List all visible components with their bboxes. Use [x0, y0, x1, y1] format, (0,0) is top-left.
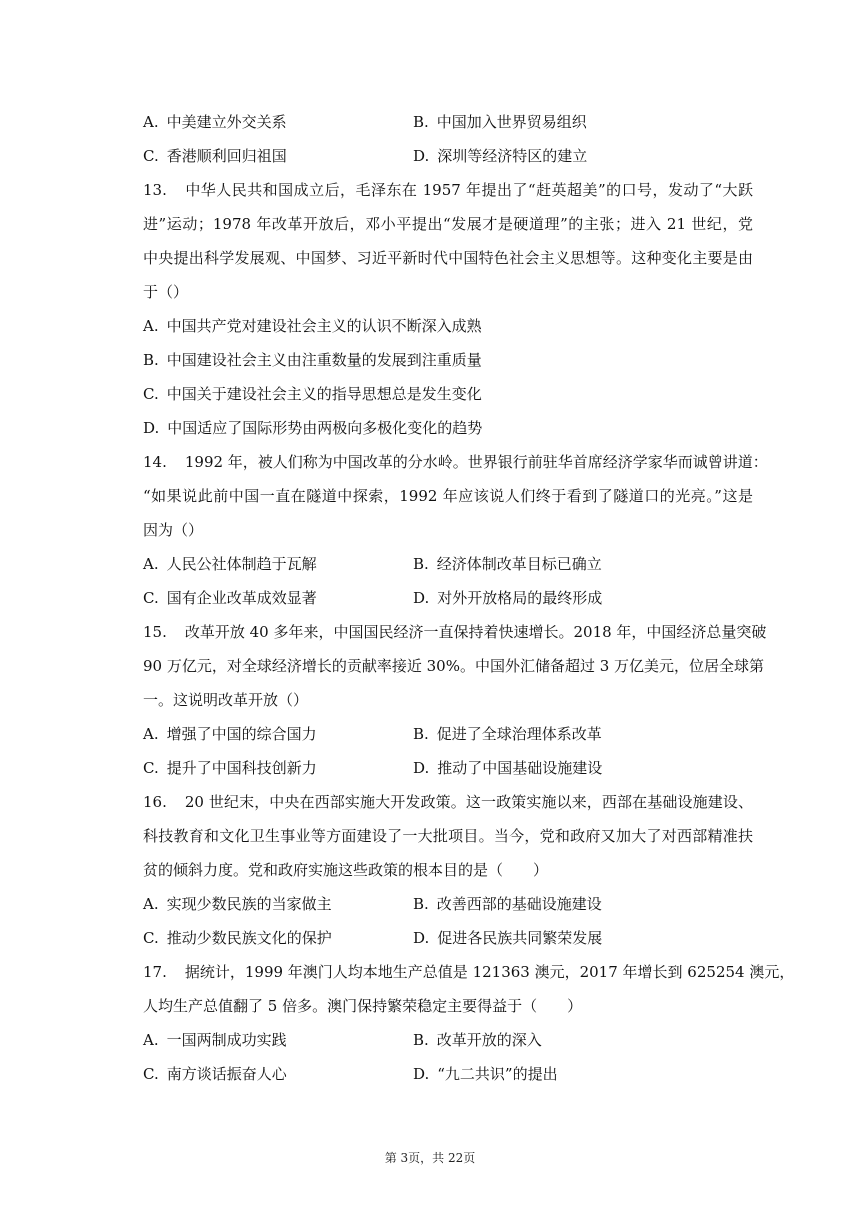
q14-stem-line-1: [143, 450, 768, 474]
option-letter: A.: [143, 113, 159, 131]
option-letter: D.: [413, 147, 430, 165]
option-letter: A.: [143, 895, 159, 913]
q17-option-row-2: [143, 1062, 753, 1086]
option-text: 深圳等经济特区的建立: [437, 147, 588, 165]
q12-option-row-2: [143, 144, 753, 168]
option-text: 中国建设社会主义由注重数量的发展到注重质量: [166, 351, 482, 369]
q17-stem-line-1: [143, 960, 795, 984]
q16-option-row-1: [143, 892, 753, 916]
q13-option-a[interactable]: [143, 314, 753, 338]
option-letter: C.: [143, 385, 159, 403]
option-letter: D.: [413, 589, 430, 607]
option-letter: D.: [143, 419, 160, 437]
q17-stem-line-2: 人均生产总值翻了 5 倍多。澳门保持繁荣稳定主要得益于（ ）: [143, 997, 583, 1015]
q15-option-row-2: [143, 756, 753, 780]
q17-option-b[interactable]: [413, 1028, 542, 1052]
q12-option-a[interactable]: [143, 110, 287, 134]
option-text: 实现少数民族的当家做主: [166, 895, 332, 913]
q15-stem-line-3: 一。这说明改革开放（）: [143, 691, 309, 709]
option-text: 改善西部的基础设施建设: [436, 895, 602, 913]
option-text: 促进了全球治理体系改革: [436, 725, 602, 743]
q14-option-d[interactable]: [413, 586, 602, 610]
q14-option-c[interactable]: [143, 586, 317, 610]
option-letter: C.: [143, 589, 159, 607]
q17-option-c[interactable]: [143, 1062, 287, 1086]
q15-option-c[interactable]: [143, 756, 317, 780]
option-text: 南方谈话振奋人心: [166, 1065, 287, 1083]
q12-option-b[interactable]: [413, 110, 587, 134]
option-letter: A.: [143, 555, 159, 573]
q15-stem-line-2: 90 万亿元，对全球经济增长的贡献率接近 30%。中国外汇储备超过 3 万亿美元，位居全球第: [143, 657, 765, 675]
q13-stem-line-3: 中央提出科学发展观、中国梦、习近平新时代中国特色社会主义思想等。这种变化主要是由: [143, 249, 753, 267]
option-letter: B.: [413, 555, 429, 573]
q13-stem-line-4: 于（）: [143, 283, 189, 301]
q15-option-b[interactable]: [413, 722, 602, 746]
option-letter: C.: [143, 1065, 159, 1083]
q15-stem-line-1: [143, 620, 767, 644]
option-letter: C.: [143, 929, 159, 947]
option-text: 促进各民族共同繁荣发展: [437, 929, 603, 947]
option-letter: C.: [143, 147, 159, 165]
question-number: 16.: [143, 793, 167, 811]
option-letter: A.: [143, 725, 159, 743]
question-number: 15.: [143, 623, 167, 641]
question-text: 改革开放 40 多年来，中国国民经济一直保持着快速增长。2018 年，中国经济总量突破: [184, 623, 767, 641]
option-text: 一国两制成功实践: [166, 1031, 287, 1049]
q17-option-d[interactable]: [413, 1062, 558, 1086]
option-text: 国有企业改革成效显著: [166, 589, 317, 607]
question-text: 1992 年，被人们称为中国改革的分水岭。世界银行前驻华首席经济学家华而诚曾讲道：: [184, 453, 768, 471]
q13-option-c[interactable]: [143, 382, 753, 406]
option-text: 对外开放格局的最终形成: [437, 589, 603, 607]
q16-stem-line-3: 贫的倾斜力度。党和政府实施这些政策的根本目的是（ ）: [143, 861, 549, 879]
option-letter: A.: [143, 317, 159, 335]
option-text: 中国适应了国际形势由两极向多极化变化的趋势: [167, 419, 483, 437]
page-footer: 第 3页，共 22页: [384, 1151, 476, 1165]
q14-option-a[interactable]: [143, 552, 317, 576]
question-text: 20 世纪末，中央在西部实施大开发政策。这一政策实施以来，西部在基础设施建设、: [184, 793, 753, 811]
q14-stem-line-3: 因为（）: [143, 521, 204, 539]
option-text: 推动少数民族文化的保护: [166, 929, 332, 947]
q13-option-b[interactable]: [143, 348, 753, 372]
option-letter: A.: [143, 1031, 159, 1049]
q15-option-a[interactable]: [143, 722, 317, 746]
option-text: “九二共识”的提出: [437, 1065, 558, 1083]
option-letter: B.: [413, 113, 429, 131]
option-text: 增强了中国的综合国力: [166, 725, 317, 743]
option-text: 改革开放的深入: [436, 1031, 542, 1049]
q13-stem-line-2: 进”运动；1978 年改革开放后，邓小平提出“发展才是硬道理”的主张；进入 21 世纪，党: [143, 215, 753, 233]
option-letter: D.: [413, 1065, 430, 1083]
q14-option-row-2: [143, 586, 753, 610]
option-letter: B.: [143, 351, 159, 369]
option-text: 人民公社体制趋于瓦解: [166, 555, 317, 573]
q16-option-row-2: [143, 926, 753, 950]
q16-option-a[interactable]: [143, 892, 332, 916]
option-letter: B.: [413, 1031, 429, 1049]
question-number: 13.: [143, 181, 167, 199]
option-text: 中国共产党对建设社会主义的认识不断深入成熟: [166, 317, 482, 335]
option-text: 中国加入世界贸易组织: [436, 113, 587, 131]
q12-option-c[interactable]: [143, 144, 287, 168]
option-letter: D.: [413, 759, 430, 777]
q13-option-d[interactable]: [143, 416, 753, 440]
question-text: 中华人民共和国成立后，毛泽东在 1957 年提出了“赶英超美”的口号，发动了“大跃: [184, 181, 753, 199]
option-text: 中国关于建设社会主义的指导思想总是发生变化: [166, 385, 482, 403]
option-text: 中美建立外交关系: [166, 113, 287, 131]
option-letter: D.: [413, 929, 430, 947]
question-number: 14.: [143, 453, 167, 471]
q16-option-c[interactable]: [143, 926, 332, 950]
option-text: 香港顺利回归祖国: [166, 147, 287, 165]
q16-option-b[interactable]: [413, 892, 602, 916]
option-text: 提升了中国科技创新力: [166, 759, 317, 777]
question-text: 据统计，1999 年澳门人均本地生产总值是 121363 澳元，2017 年增长到 625254 澳元，: [184, 963, 795, 981]
q16-stem-line-1: [143, 790, 753, 814]
option-text: 推动了中国基础设施建设: [437, 759, 603, 777]
option-letter: B.: [413, 895, 429, 913]
q16-stem-line-2: 科技教育和文化卫生事业等方面建设了一大批项目。当今，党和政府又加大了对西部精准扶: [143, 827, 753, 845]
q15-option-row-1: [143, 722, 753, 746]
q15-option-d[interactable]: [413, 756, 602, 780]
q12-option-d[interactable]: [413, 144, 587, 168]
q14-option-b[interactable]: [413, 552, 602, 576]
q13-stem-line-1: [143, 178, 753, 202]
q16-option-d[interactable]: [413, 926, 602, 950]
q17-option-row-1: [143, 1028, 753, 1052]
option-letter: B.: [413, 725, 429, 743]
q14-option-row-1: [143, 552, 753, 576]
q17-option-a[interactable]: [143, 1028, 287, 1052]
q12-option-row-1: [143, 110, 753, 134]
question-number: 17.: [143, 963, 167, 981]
q14-stem-line-2: “如果说此前中国一直在隧道中探索，1992 年应该说人们终于看到了隧道口的光亮。”这是: [143, 487, 753, 505]
option-letter: C.: [143, 759, 159, 777]
option-text: 经济体制改革目标已确立: [436, 555, 602, 573]
